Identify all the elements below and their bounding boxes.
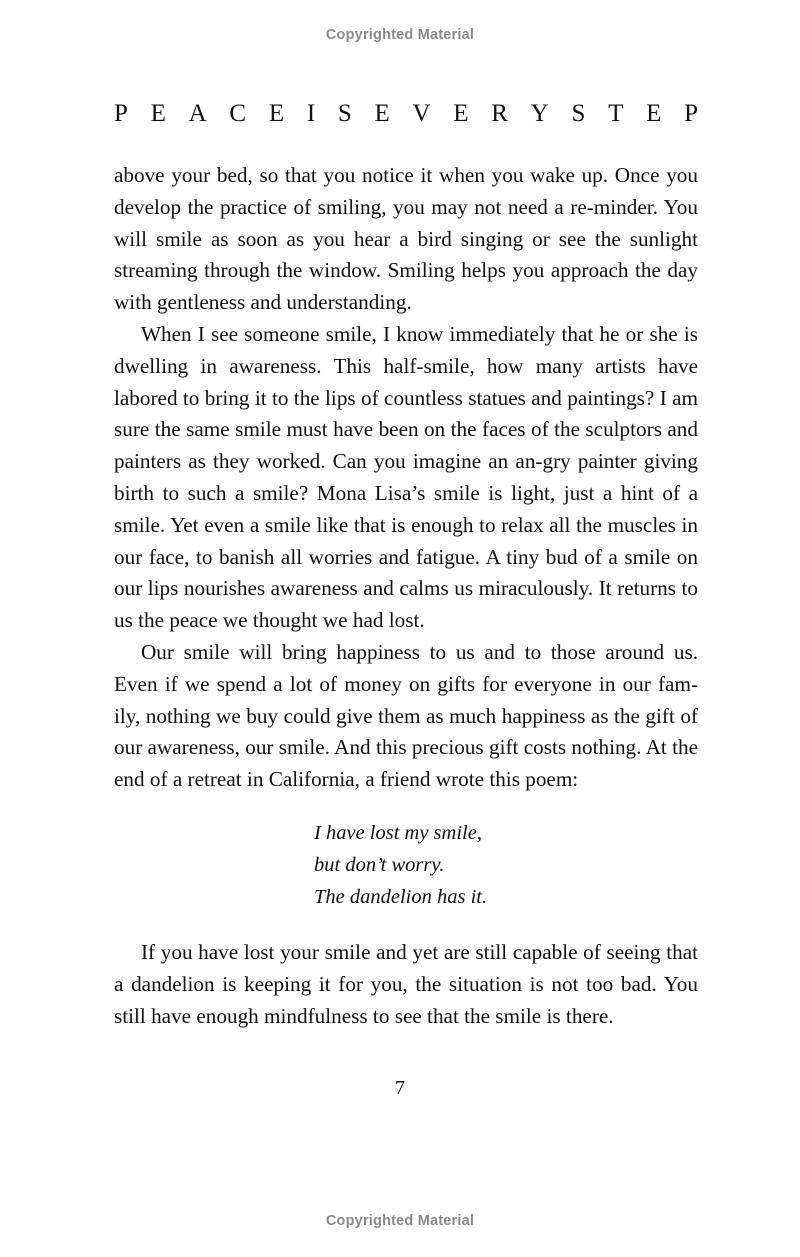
poem [314, 818, 698, 913]
poem-line: but don’t worry. [314, 853, 445, 876]
poem-line: I have lost my smile, [314, 821, 482, 844]
running-head-letter: S [571, 100, 586, 127]
copyright-watermark-top: Copyrighted Material [325, 27, 475, 43]
paragraph: above your bed, so that you notice it when you wake up. Once you develop the practice of smiling, you may not need a re-minder. You will smile as soon as you hear a bird singing or see the sunlight streaming through the window. Smiling helps you approach the day with gentleness and understanding. [114, 163, 698, 315]
paragraph: Our smile will bring happiness to us and to those around us. Even if we spend a lot of money on gifts for everyone in our fam-ily, nothing we buy could give them as much happiness as the gift of our awareness, our smile. And this precious gift costs nothing. At the end of a retreat in California, a friend wrote this poem: [114, 639, 698, 792]
running-head [114, 100, 698, 128]
running-head-letter: E [453, 100, 469, 127]
running-head-letter: I [306, 100, 316, 127]
running-head-letter: E [150, 100, 166, 127]
running-head-letter: P [684, 100, 698, 127]
running-head-letter: E [374, 100, 390, 127]
running-head-letter: E [268, 100, 285, 127]
running-head-letter: A [188, 100, 207, 127]
running-head-letter: E [646, 100, 662, 127]
poem-line: The dandelion has it. [314, 885, 488, 908]
paragraph: When I see someone smile, I know immediately that he or she is dwelling in awareness. This half-smile, how many artists have labored to bring it to the lips of countless statues and paintings? I am sure the same smile must have been on the faces of the sculptors and painters as they worked. Can you imagine an an-gry painter giving birth to such a smile? Mona Lisa’s smile is light, just a hint of a smile. Yet even a smile like that is enough to relax all the muscles in our face, to banish all worries and fatigue. A tiny bud of a smile on our lips nourishes awareness and calms us miraculously. It returns to us the peace we thought we had lost. [114, 321, 698, 633]
running-head-letter: P [114, 100, 128, 127]
running-head-letter: V [412, 100, 431, 127]
page-number: 7 [395, 1077, 405, 1099]
paragraph: If you have lost your smile and yet are still capable of seeing that a dandelion is keeping it for you, the situation is not too bad. You still have enough mindfulness to see that the smile is there. [114, 940, 698, 1028]
running-head-letter: Y [530, 100, 549, 127]
body-text [114, 160, 698, 1033]
copyright-watermark-bottom: Copyrighted Material [325, 1213, 475, 1229]
running-head-letter: S [337, 100, 352, 127]
running-head-letter: R [491, 100, 508, 127]
running-head-letter: C [229, 100, 247, 127]
running-head-letter: T [608, 100, 624, 127]
